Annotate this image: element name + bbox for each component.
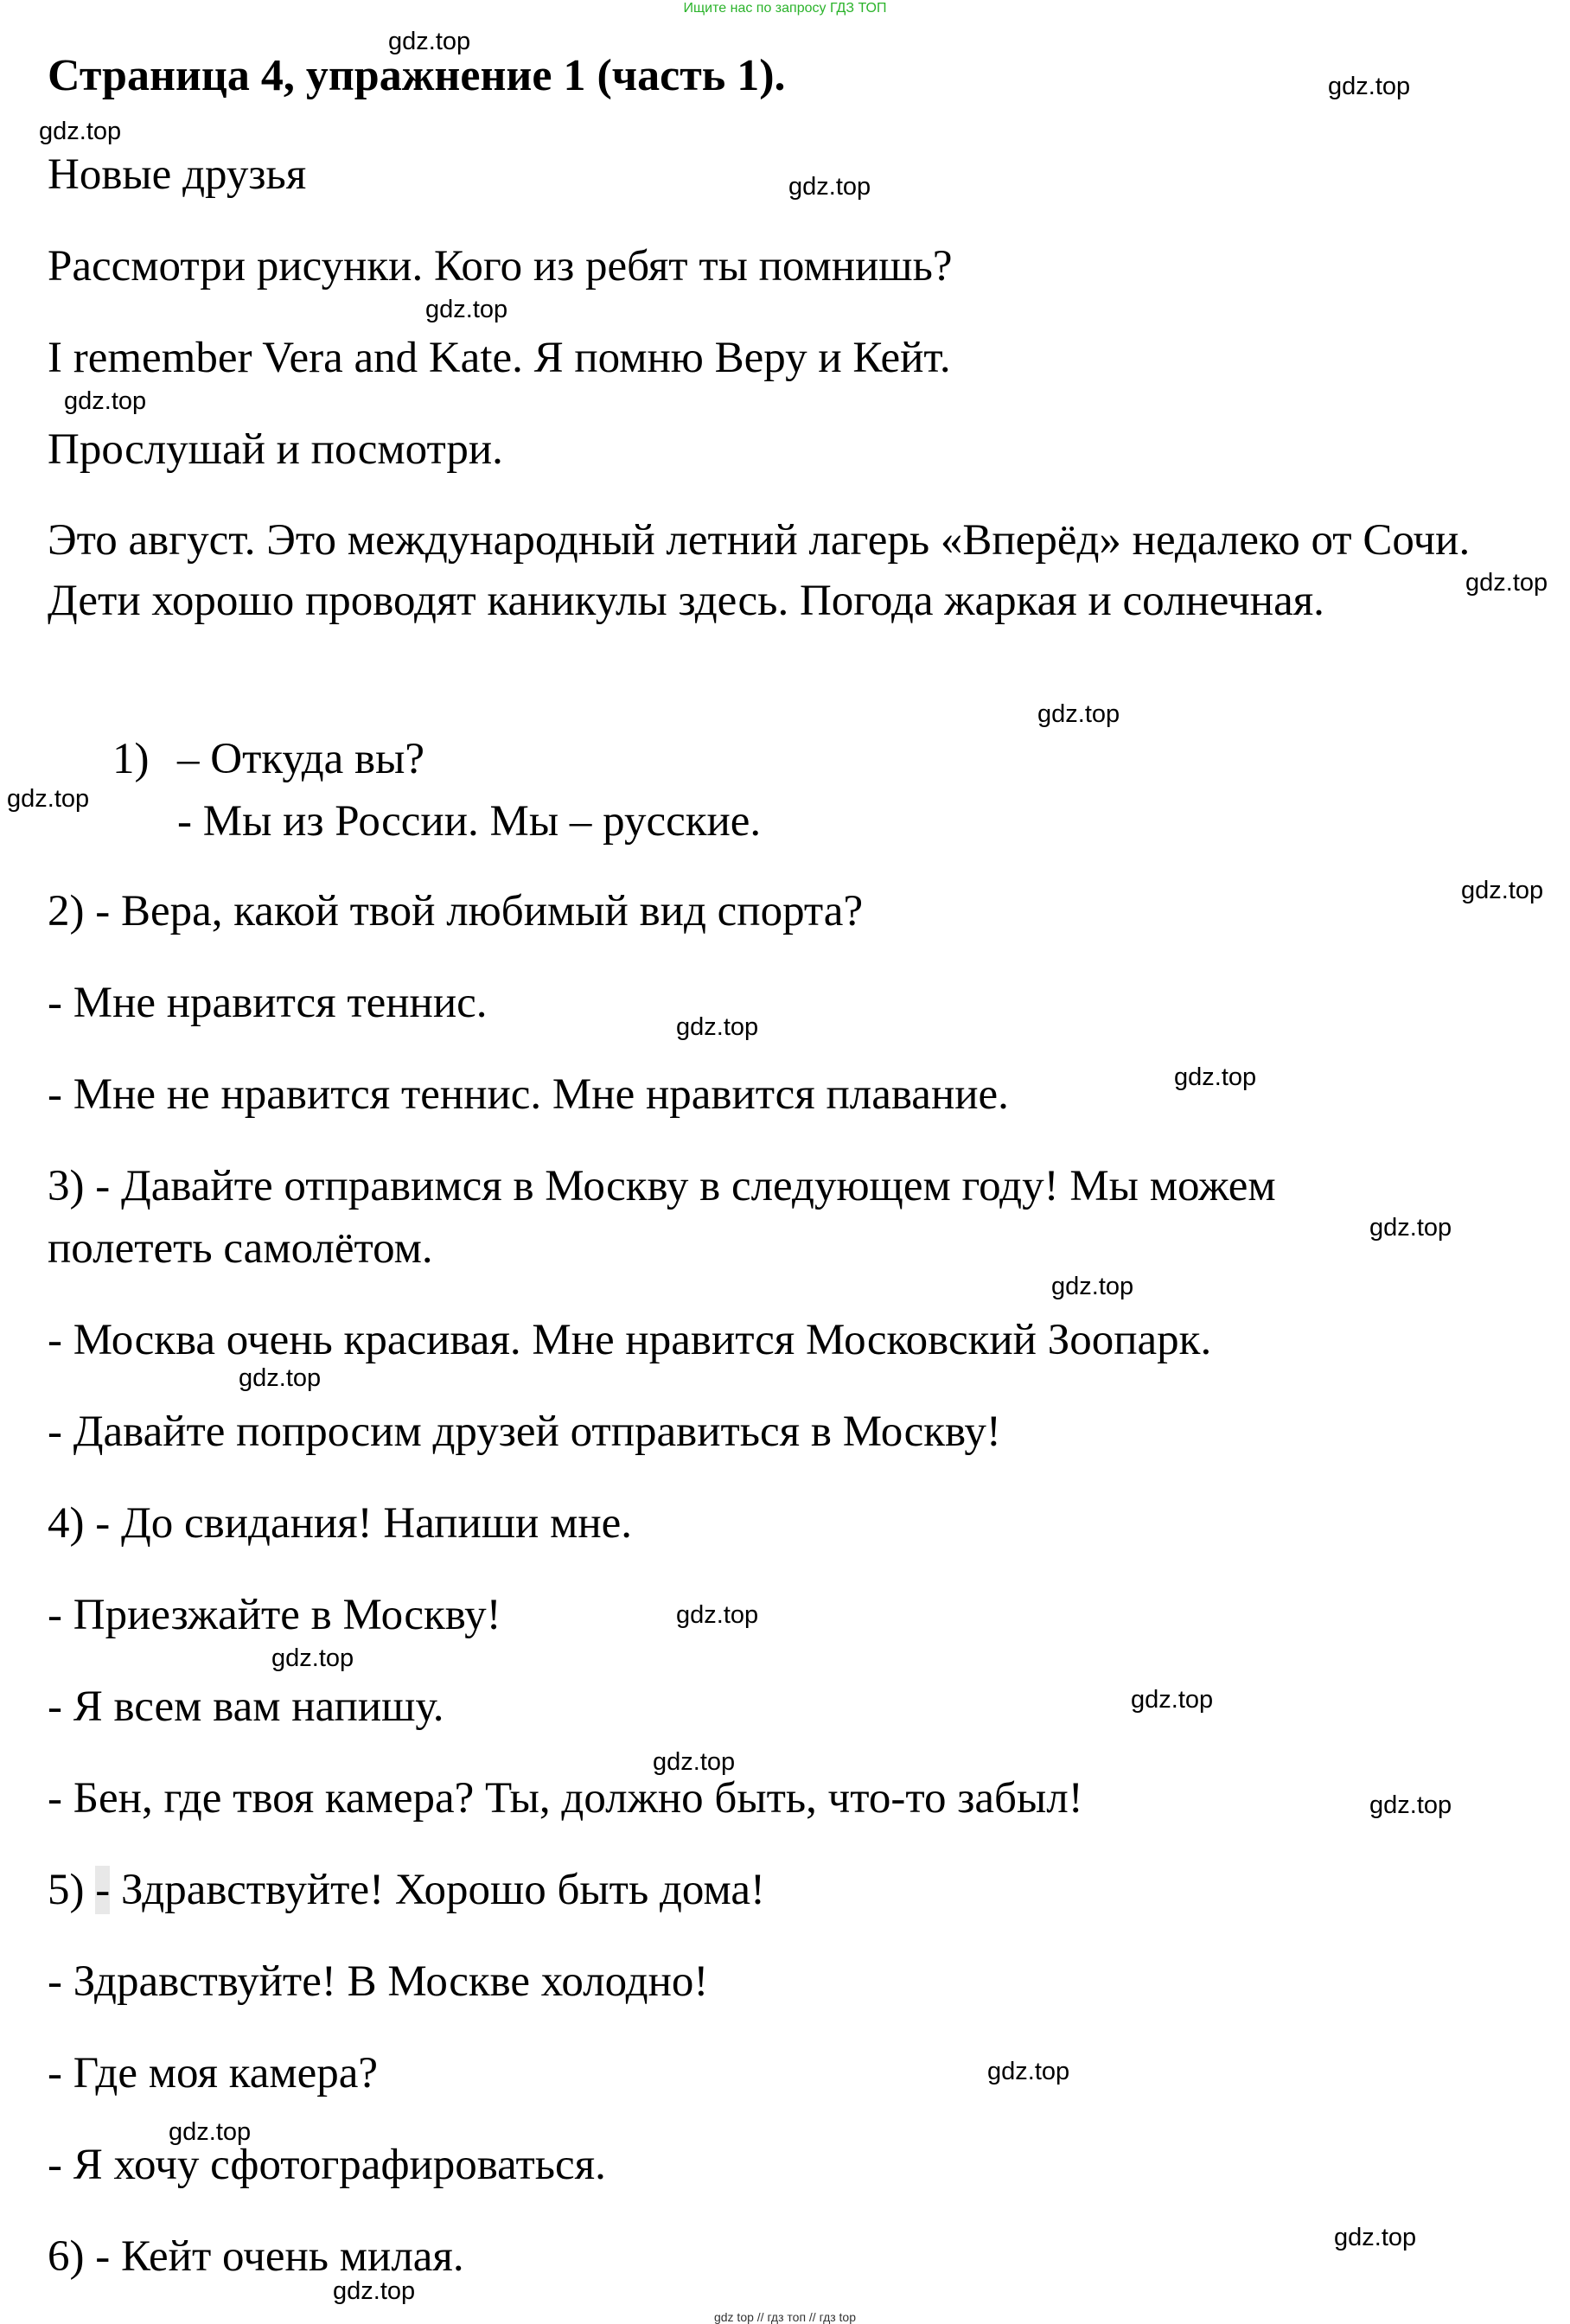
watermark: gdz.top <box>333 2277 416 2305</box>
dialog-line: - Где моя камера? <box>48 2049 379 2097</box>
section-subtitle: Новые друзья <box>48 150 307 199</box>
task-line: Прослушай и посмотри. <box>48 425 503 474</box>
watermark: gdz.top <box>676 1013 759 1041</box>
dialog-line: - Я хочу сфотографироваться. <box>48 2141 606 2189</box>
watermark: gdz.top <box>653 1748 736 1776</box>
dialog-line: - Я всем вам напишу. <box>48 1682 444 1731</box>
dialog-line: - Мне не нравится теннис. Мне нравится плавание. <box>48 1070 1009 1119</box>
watermark: gdz.top <box>425 296 508 323</box>
watermark: gdz.top <box>1465 569 1548 597</box>
watermark: gdz.top <box>1174 1063 1257 1091</box>
watermark: gdz.top <box>788 173 871 201</box>
dialog-line: 3) - Давайте отправимся в Москву в следующем году! Мы можем <box>48 1162 1276 1210</box>
dialog-line: 4) - До свидания! Напиши мне. <box>48 1499 633 1548</box>
dialog-line: - Бен, где твоя камера? Ты, должно быть, что-то забыл! <box>48 1774 1083 1823</box>
dialog-line: 2) - Вера, какой твой любимый вид спорта? <box>48 887 864 935</box>
watermark: gdz.top <box>169 2118 252 2146</box>
page-title: Страница 4, упражнение 1 (часть 1). <box>48 51 786 100</box>
highlighted-dash: - <box>95 1866 111 1914</box>
watermark: gdz.top <box>1051 1273 1134 1300</box>
description-paragraph: Это август. Это международный летний лагерь «Вперёд» недалеко от Сочи. Дети хорошо проводят каникулы здесь. Погода жаркая и солнечная. <box>48 516 1471 625</box>
dialog-line: - Мне нравится теннис. <box>48 979 488 1027</box>
header-note: Ищите нас по запросу ГДЗ ТОП <box>683 1 887 16</box>
watermark: gdz.top <box>64 387 147 415</box>
dialog-line: – Откуда вы? <box>177 735 425 783</box>
watermark: gdz.top <box>1369 1214 1452 1242</box>
dialog-line: полететь самолётом. <box>48 1224 433 1273</box>
task-line: Рассмотри рисунки. Кого из ребят ты помнишь? <box>48 242 953 290</box>
watermark: gdz.top <box>987 2058 1070 2085</box>
dialog-line: - Приезжайте в Москву! <box>48 1591 501 1639</box>
dialog-line: - Москва очень красивая. Мне нравится Московский Зоопарк. <box>48 1316 1212 1364</box>
dialog-line <box>48 1864 765 1916</box>
dialog-text: Здравствуйте! Хорошо быть дома! <box>120 1866 765 1914</box>
watermark: gdz.top <box>7 785 90 813</box>
watermark: gdz.top <box>271 1644 354 1672</box>
watermark: gdz.top <box>1461 877 1544 904</box>
dialog-number: 1) <box>112 735 150 783</box>
watermark: gdz.top <box>39 118 122 145</box>
dialog-line: - Давайте попросим друзей отправиться в Москву! <box>48 1408 1001 1456</box>
watermark: gdz.top <box>239 1364 322 1392</box>
watermark: gdz.top <box>1037 700 1120 728</box>
watermark: gdz.top <box>1369 1791 1452 1819</box>
watermark: gdz.top <box>388 28 471 55</box>
dialog-line: - Мы из России. Мы – русские. <box>177 797 762 846</box>
watermark: gdz.top <box>676 1601 759 1629</box>
answer-line: I remember Vera and Kate. Я помню Веру и Кейт. <box>48 334 951 382</box>
footer-note: gdz top // гдз топ // гдз top <box>713 2310 857 2324</box>
watermark: gdz.top <box>1334 2224 1417 2251</box>
watermark: gdz.top <box>1328 73 1411 100</box>
dialog-line: 6) - Кейт очень милая. <box>48 2232 464 2281</box>
watermark: gdz.top <box>1131 1686 1214 1714</box>
dialog-line: - Здравствуйте! В Москве холодно! <box>48 1957 709 2006</box>
dialog-number: 5) <box>48 1866 85 1914</box>
